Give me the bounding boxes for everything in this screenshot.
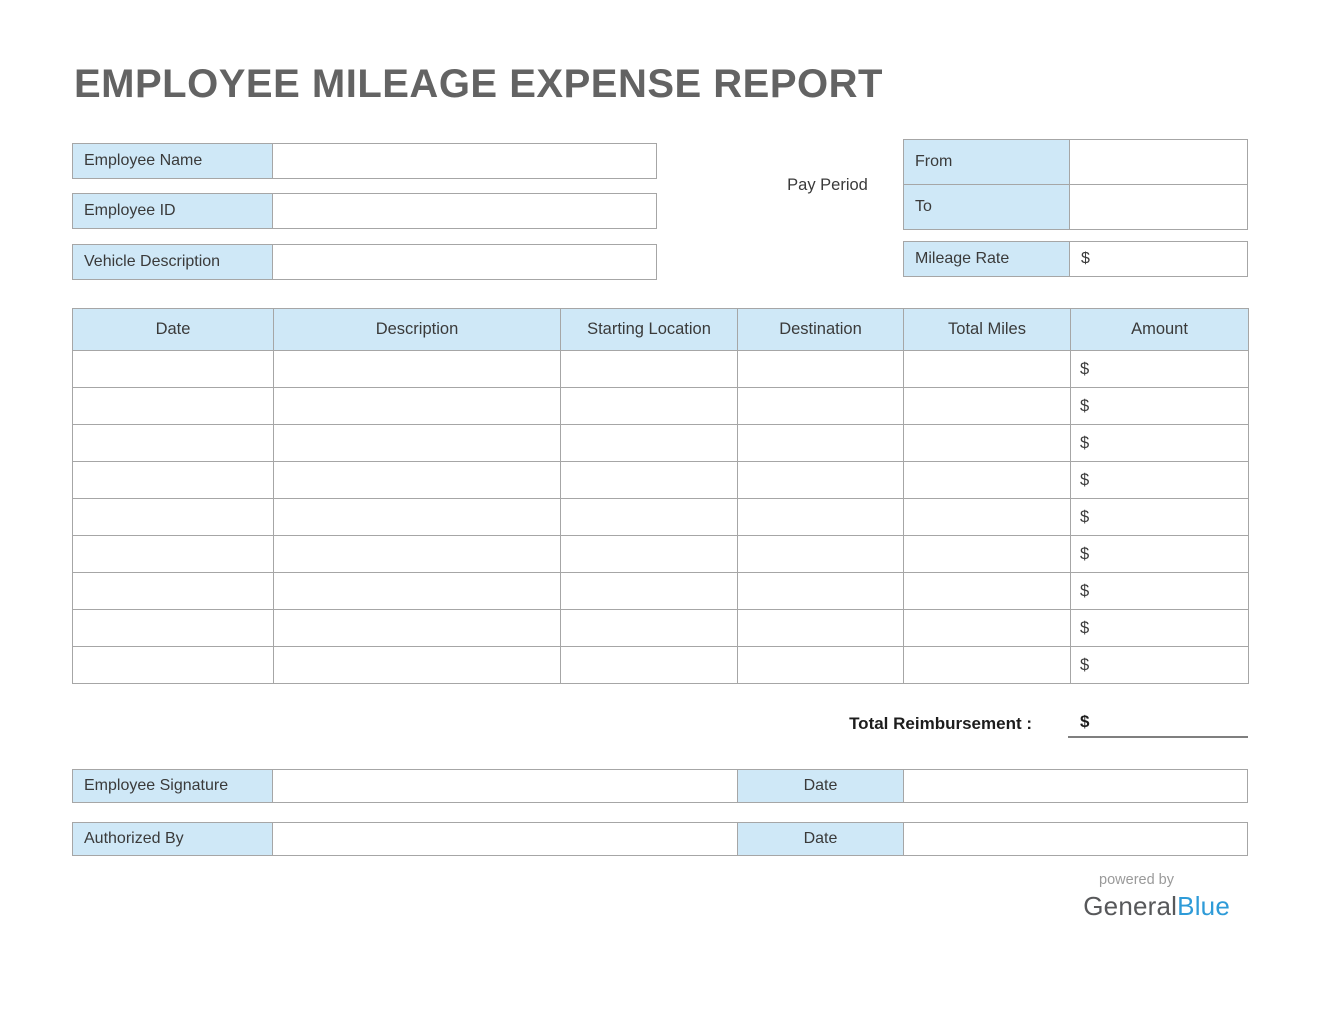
brand-blue-text: Blue — [1177, 891, 1230, 921]
cell-destination[interactable] — [738, 351, 904, 388]
cell-description[interactable] — [274, 610, 561, 647]
mileage-rate-label: Mileage Rate — [903, 241, 1070, 277]
total-reimbursement-label: Total Reimbursement : — [849, 714, 1032, 733]
vehicle-description-input[interactable] — [272, 244, 657, 280]
cell-description[interactable] — [274, 573, 561, 610]
mileage-rate-input[interactable]: $ — [1069, 241, 1248, 277]
generalblue-logo — [1083, 891, 1230, 922]
cell-amount[interactable]: $ — [1071, 499, 1249, 536]
cell-starting-location[interactable] — [561, 351, 738, 388]
cell-description[interactable] — [274, 351, 561, 388]
cell-description[interactable] — [274, 647, 561, 684]
cell-description[interactable] — [274, 388, 561, 425]
table-row — [73, 647, 1249, 684]
cell-date[interactable] — [73, 462, 274, 499]
cell-amount[interactable]: $ — [1071, 536, 1249, 573]
cell-total-miles[interactable] — [904, 425, 1071, 462]
cell-date[interactable] — [73, 425, 274, 462]
table-row — [73, 425, 1249, 462]
employee-signature-date-input[interactable] — [903, 769, 1248, 803]
vehicle-description-label: Vehicle Description — [72, 244, 273, 280]
cell-destination[interactable] — [738, 536, 904, 573]
cell-starting-location[interactable] — [561, 499, 738, 536]
table-row — [73, 536, 1249, 573]
table-row — [73, 499, 1249, 536]
header-destination: Destination — [738, 309, 904, 351]
header-amount: Amount — [1071, 309, 1249, 351]
header-starting-location: Starting Location — [561, 309, 738, 351]
cell-description[interactable] — [274, 425, 561, 462]
cell-date[interactable] — [73, 499, 274, 536]
cell-description[interactable] — [274, 499, 561, 536]
cell-total-miles[interactable] — [904, 388, 1071, 425]
employee-id-input[interactable] — [272, 193, 657, 229]
total-reimbursement-value[interactable]: $ — [1068, 705, 1248, 738]
table-row — [73, 610, 1249, 647]
powered-by-text: powered by — [1099, 872, 1174, 888]
employee-signature-label: Employee Signature — [72, 769, 273, 803]
cell-amount[interactable]: $ — [1071, 425, 1249, 462]
table-row — [73, 388, 1249, 425]
cell-destination[interactable] — [738, 573, 904, 610]
cell-starting-location[interactable] — [561, 610, 738, 647]
cell-destination[interactable] — [738, 647, 904, 684]
cell-date[interactable] — [73, 536, 274, 573]
cell-total-miles[interactable] — [904, 536, 1071, 573]
cell-starting-location[interactable] — [561, 573, 738, 610]
cell-amount[interactable]: $ — [1071, 647, 1249, 684]
table-row — [73, 351, 1249, 388]
authorized-by-input[interactable] — [272, 822, 738, 856]
authorized-by-date-input[interactable] — [903, 822, 1248, 856]
cell-starting-location[interactable] — [561, 388, 738, 425]
cell-date[interactable] — [73, 388, 274, 425]
cell-destination[interactable] — [738, 499, 904, 536]
pay-period-to-input[interactable] — [1069, 184, 1248, 230]
cell-date[interactable] — [73, 351, 274, 388]
cell-total-miles[interactable] — [904, 573, 1071, 610]
header-description: Description — [274, 309, 561, 351]
cell-date[interactable] — [73, 647, 274, 684]
authorized-by-label: Authorized By — [72, 822, 273, 856]
table-row — [73, 462, 1249, 499]
pay-period-from-label: From — [903, 139, 1070, 185]
cell-destination[interactable] — [738, 610, 904, 647]
cell-starting-location[interactable] — [561, 462, 738, 499]
cell-date[interactable] — [73, 573, 274, 610]
header-date: Date — [73, 309, 274, 351]
employee-name-input[interactable] — [272, 143, 657, 179]
pay-period-label: Pay Period — [787, 176, 868, 194]
cell-starting-location[interactable] — [561, 536, 738, 573]
cell-total-miles[interactable] — [904, 351, 1071, 388]
cell-description[interactable] — [274, 536, 561, 573]
cell-date[interactable] — [73, 610, 274, 647]
table-header-row — [73, 309, 1249, 351]
cell-destination[interactable] — [738, 388, 904, 425]
cell-total-miles[interactable] — [904, 610, 1071, 647]
employee-id-label: Employee ID — [72, 193, 273, 229]
employee-name-label: Employee Name — [72, 143, 273, 179]
employee-signature-input[interactable] — [272, 769, 738, 803]
mileage-table — [72, 308, 1249, 684]
pay-period-from-input[interactable] — [1069, 139, 1248, 185]
cell-starting-location[interactable] — [561, 425, 738, 462]
cell-amount[interactable]: $ — [1071, 610, 1249, 647]
cell-total-miles[interactable] — [904, 499, 1071, 536]
cell-starting-location[interactable] — [561, 647, 738, 684]
cell-destination[interactable] — [738, 425, 904, 462]
cell-total-miles[interactable] — [904, 462, 1071, 499]
page-title: EMPLOYEE MILEAGE EXPENSE REPORT — [74, 62, 883, 106]
cell-amount[interactable]: $ — [1071, 388, 1249, 425]
employee-signature-date-label: Date — [737, 769, 904, 803]
cell-destination[interactable] — [738, 462, 904, 499]
header-total-miles: Total Miles — [904, 309, 1071, 351]
cell-amount[interactable]: $ — [1071, 462, 1249, 499]
table-row — [73, 573, 1249, 610]
cell-description[interactable] — [274, 462, 561, 499]
authorized-by-date-label: Date — [737, 822, 904, 856]
footer-brand — [1083, 872, 1230, 922]
cell-total-miles[interactable] — [904, 647, 1071, 684]
cell-amount[interactable]: $ — [1071, 351, 1249, 388]
pay-period-to-label: To — [903, 184, 1070, 230]
cell-amount[interactable]: $ — [1071, 573, 1249, 610]
brand-general-text: General — [1083, 891, 1178, 921]
